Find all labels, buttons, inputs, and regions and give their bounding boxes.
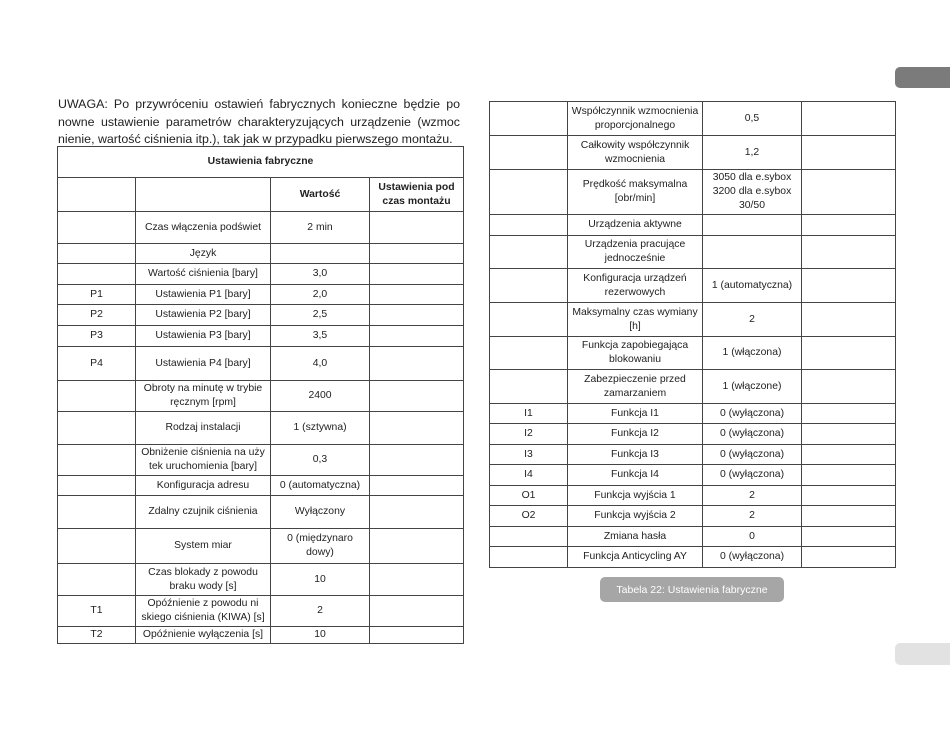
cell-code: P4 <box>58 347 136 381</box>
cell-parameter: System miar <box>136 529 271 564</box>
cell-parameter: Czas blokady z powodu braku wody [s] <box>136 564 271 596</box>
cell-install <box>802 236 896 269</box>
cell-code <box>58 264 136 285</box>
cell-install <box>802 445 896 465</box>
cell-code: I4 <box>490 465 568 486</box>
table-row <box>490 170 896 215</box>
cell-parameter: Język <box>136 244 271 264</box>
cell-install <box>802 547 896 568</box>
cell-parameter: Ustawienia P1 [bary] <box>136 285 271 305</box>
cell-parameter: Wartość ciśnienia [bary] <box>136 264 271 285</box>
cell-parameter: Współczynnik wzmocnienia proporcjonalnego <box>568 102 703 136</box>
table-row <box>490 303 896 337</box>
cell-value: 0 (międzynaro dowy) <box>271 529 370 564</box>
table-row <box>58 212 464 244</box>
cell-install <box>370 496 464 529</box>
cell-install <box>802 527 896 547</box>
cell-value: 2 min <box>271 212 370 244</box>
cell-code: I1 <box>490 404 568 424</box>
cell-install <box>370 564 464 596</box>
cell-parameter: Urządzenia pracujące jednocześnie <box>568 236 703 269</box>
cell-value: 3,5 <box>271 326 370 347</box>
cell-install <box>370 347 464 381</box>
cell-value: 0 (wyłączona) <box>703 424 802 445</box>
cell-code: T2 <box>58 627 136 644</box>
cell-code <box>490 136 568 170</box>
cell-code <box>58 564 136 596</box>
cell-value: 0 (wyłączona) <box>703 404 802 424</box>
table-row <box>490 102 896 136</box>
factory-settings-table-right <box>489 101 896 568</box>
cell-parameter: Funkcja I3 <box>568 445 703 465</box>
cell-parameter: Ustawienia P2 [bary] <box>136 305 271 326</box>
header-install: Ustawienia pod czas montażu <box>370 178 464 212</box>
table-row <box>58 412 464 445</box>
cell-install <box>802 404 896 424</box>
cell-code: P2 <box>58 305 136 326</box>
table-row <box>58 445 464 476</box>
cell-install <box>802 337 896 370</box>
table-row <box>58 285 464 305</box>
table-row <box>490 136 896 170</box>
cell-value: 2,0 <box>271 285 370 305</box>
table-row <box>58 596 464 627</box>
cell-parameter: Zdalny czujnik ciśnienia <box>136 496 271 529</box>
cell-install <box>370 326 464 347</box>
cell-value: 3050 dla e.sybox 3200 dla e.sybox 30/50 <box>703 170 802 215</box>
table-header-row <box>58 178 464 212</box>
cell-code <box>58 244 136 264</box>
cell-code: P1 <box>58 285 136 305</box>
cell-parameter: Zmiana hasła <box>568 527 703 547</box>
cell-install <box>370 596 464 627</box>
cell-value: 1 (włączone) <box>703 370 802 404</box>
cell-value: 2400 <box>271 381 370 412</box>
cell-install <box>802 506 896 527</box>
cell-parameter: Konfiguracja adresu <box>136 476 271 496</box>
table-row <box>490 506 896 527</box>
cell-install <box>802 465 896 486</box>
cell-code: O2 <box>490 506 568 527</box>
restore-note: UWAGA: Po przywróceniu ostawień fabrycznych konieczne będzie po nowne ustawienie parametrów charakteryzujących urządzenie (wzmoc nienie, wartość ciśnienia itp.), tak jak w przypadku pierwszego montażu. <box>58 97 460 146</box>
cell-install <box>802 424 896 445</box>
cell-code <box>490 215 568 236</box>
cell-code: I3 <box>490 445 568 465</box>
table-row <box>58 264 464 285</box>
cell-value: 10 <box>271 627 370 644</box>
cell-install <box>802 486 896 506</box>
table-row <box>490 547 896 568</box>
cell-code: T1 <box>58 596 136 627</box>
table-row <box>490 236 896 269</box>
table-row <box>490 404 896 424</box>
table-title: Ustawienia fabryczne <box>58 147 464 178</box>
cell-parameter: Całkowity współczynnik wzmocnienia <box>568 136 703 170</box>
cell-value: Wyłączony <box>271 496 370 529</box>
cell-install <box>370 529 464 564</box>
cell-value: 0,3 <box>271 445 370 476</box>
cell-install <box>370 476 464 496</box>
table-row <box>58 627 464 644</box>
cell-parameter: Ustawienia P3 [bary] <box>136 326 271 347</box>
cell-code <box>490 303 568 337</box>
table-row <box>58 326 464 347</box>
cell-install <box>370 445 464 476</box>
cell-value <box>703 236 802 269</box>
cell-parameter: Obroty na minutę w trybie ręcznym [rpm] <box>136 381 271 412</box>
table-row <box>490 445 896 465</box>
cell-install <box>370 264 464 285</box>
cell-install <box>370 212 464 244</box>
cell-value: 0 (automatyczna) <box>271 476 370 496</box>
cell-parameter: Prędkość maksymalna [obr/min] <box>568 170 703 215</box>
side-tab-bottom <box>895 643 950 665</box>
cell-install <box>802 215 896 236</box>
cell-parameter: Rodzaj instalacji <box>136 412 271 445</box>
cell-value: 4,0 <box>271 347 370 381</box>
cell-install <box>802 102 896 136</box>
table-row <box>490 337 896 370</box>
cell-code <box>490 236 568 269</box>
cell-install <box>802 170 896 215</box>
cell-value: 0,5 <box>703 102 802 136</box>
cell-value: 0 (wyłączona) <box>703 547 802 568</box>
table-row <box>58 564 464 596</box>
cell-install <box>370 305 464 326</box>
cell-parameter: Konfiguracja urządzeń rezerwowych <box>568 269 703 303</box>
cell-value: 2,5 <box>271 305 370 326</box>
cell-install <box>370 285 464 305</box>
table-row <box>490 215 896 236</box>
cell-code <box>58 529 136 564</box>
cell-parameter: Opóźnienie wyłączenia [s] <box>136 627 271 644</box>
cell-parameter: Opóźnienie z powodu ni skiego ciśnienia (KIWA) [s] <box>136 596 271 627</box>
cell-install <box>802 136 896 170</box>
table-row <box>490 370 896 404</box>
cell-code <box>490 527 568 547</box>
cell-install <box>370 412 464 445</box>
cell-code <box>58 212 136 244</box>
factory-settings-table-left <box>57 146 464 644</box>
cell-value: 0 (wyłączona) <box>703 465 802 486</box>
cell-value: 0 (wyłączona) <box>703 445 802 465</box>
cell-value: 2 <box>703 303 802 337</box>
cell-value: 3,0 <box>271 264 370 285</box>
cell-parameter: Maksymalny czas wymiany [h] <box>568 303 703 337</box>
cell-parameter: Czas włączenia podświet <box>136 212 271 244</box>
header-parameter <box>136 178 271 212</box>
table-row <box>490 424 896 445</box>
table-row <box>490 269 896 303</box>
cell-value: 0 <box>703 527 802 547</box>
cell-parameter: Urządzenia aktywne <box>568 215 703 236</box>
cell-code <box>58 445 136 476</box>
cell-code <box>490 547 568 568</box>
cell-value: 1 (włączona) <box>703 337 802 370</box>
cell-install <box>370 381 464 412</box>
cell-value: 1 (sztywna) <box>271 412 370 445</box>
cell-value <box>703 215 802 236</box>
cell-parameter: Funkcja zapobiegająca blokowaniu <box>568 337 703 370</box>
cell-code <box>490 170 568 215</box>
table-row <box>490 527 896 547</box>
table-row <box>58 496 464 529</box>
cell-install <box>802 370 896 404</box>
cell-parameter: Ustawienia P4 [bary] <box>136 347 271 381</box>
cell-install <box>370 244 464 264</box>
table-title-row <box>58 147 464 178</box>
cell-parameter: Funkcja I4 <box>568 465 703 486</box>
cell-value: 10 <box>271 564 370 596</box>
table-row <box>58 305 464 326</box>
cell-code: I2 <box>490 424 568 445</box>
side-tab-top <box>895 67 950 88</box>
cell-install <box>370 627 464 644</box>
cell-value <box>271 244 370 264</box>
cell-code <box>58 476 136 496</box>
table-row <box>490 465 896 486</box>
cell-code <box>490 102 568 136</box>
cell-code: P3 <box>58 326 136 347</box>
header-value: Wartość <box>271 178 370 212</box>
cell-value: 2 <box>703 486 802 506</box>
cell-parameter: Funkcja Anticycling AY <box>568 547 703 568</box>
cell-parameter: Funkcja wyjścia 1 <box>568 486 703 506</box>
table-row <box>58 381 464 412</box>
cell-value: 1 (automatyczna) <box>703 269 802 303</box>
cell-value: 2 <box>271 596 370 627</box>
cell-code <box>490 370 568 404</box>
cell-parameter: Obniżenie ciśnienia na uży tek uruchomienia [bary] <box>136 445 271 476</box>
cell-install <box>802 303 896 337</box>
table-row <box>490 486 896 506</box>
cell-value: 2 <box>703 506 802 527</box>
table-caption: Tabela 22: Ustawienia fabryczne <box>600 577 784 602</box>
cell-code: O1 <box>490 486 568 506</box>
header-code <box>58 178 136 212</box>
cell-code <box>58 381 136 412</box>
cell-code <box>490 269 568 303</box>
table-row <box>58 529 464 564</box>
cell-code <box>58 496 136 529</box>
cell-parameter: Funkcja I2 <box>568 424 703 445</box>
table-row <box>58 244 464 264</box>
cell-parameter: Zabezpieczenie przed zamarzaniem <box>568 370 703 404</box>
cell-code <box>58 412 136 445</box>
cell-install <box>802 269 896 303</box>
cell-code <box>490 337 568 370</box>
cell-parameter: Funkcja wyjścia 2 <box>568 506 703 527</box>
cell-value: 1,2 <box>703 136 802 170</box>
table-row <box>58 347 464 381</box>
cell-parameter: Funkcja I1 <box>568 404 703 424</box>
table-row <box>58 476 464 496</box>
